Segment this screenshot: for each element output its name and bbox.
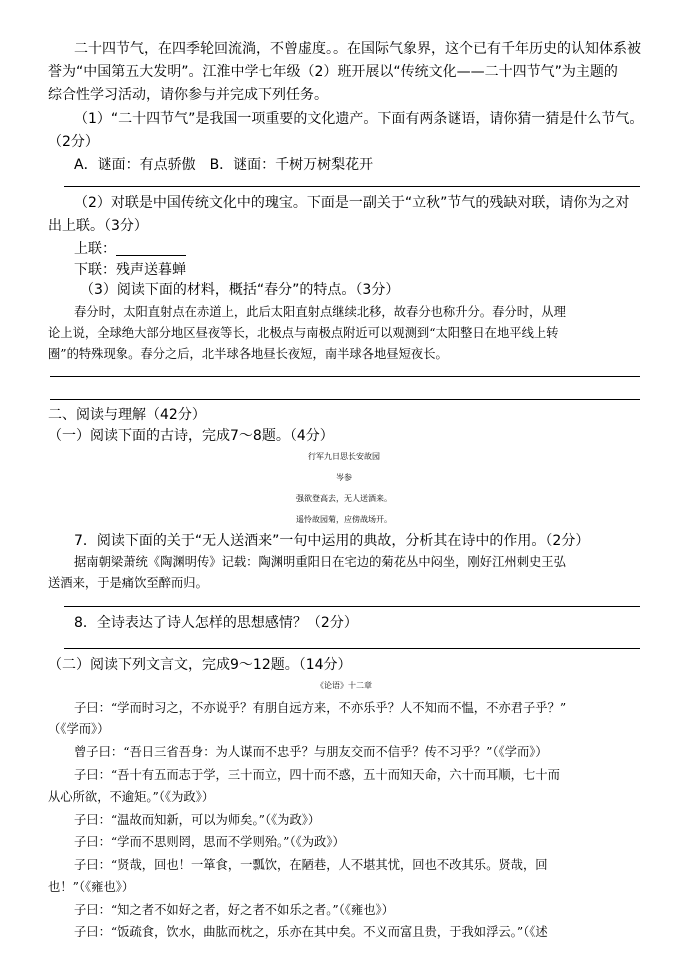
- analects-line: 从心所欲，不逾矩。”（《为政》）: [48, 790, 215, 804]
- analects-line: 子曰：“学而时习之，不亦说乎？有朋自远方来，不亦乐乎？人不知而不愠，不亦君子乎？”: [74, 701, 567, 715]
- classical-text-title: 《论语》十二章: [316, 681, 372, 690]
- q2-upper-couplet: [74, 238, 186, 260]
- poem-line-1: 强欲登高去，无人送酒来。: [296, 494, 392, 503]
- q2-lower-couplet: 下联：残声送暮蝉: [74, 262, 186, 278]
- q1-score: （2分）: [48, 134, 99, 150]
- poem-author: 岑参: [336, 473, 352, 482]
- analects-line: 也！”（《雍也》）: [48, 880, 135, 894]
- analects-line: 子曰：“学而不思则罔，思而不学则殆。”（《为政》）: [74, 835, 345, 849]
- intro-line-3: 综合性学习活动，请你参与并完成下列任务。: [48, 87, 328, 103]
- intro-line-2: 誉为“中国第五大发明”。江淮中学七年级（2）班开展以“传统文化——二十四节气”为主题的: [48, 64, 618, 80]
- q1-riddles: A．谜面：有点骄傲 B．谜面：千树万树梨花开: [74, 157, 374, 173]
- q3-material-line-1: 春分时，太阳直射点在赤道上，此后太阳直射点继续北移，故春分也称升分。春分时，从理: [74, 305, 566, 319]
- analects-line: （《学而》）: [48, 722, 110, 736]
- q8-prompt: 8．全诗表达了诗人怎样的思想感情？（2分）: [74, 615, 358, 631]
- upper-couplet-blank[interactable]: [116, 239, 186, 256]
- q7-answer-line[interactable]: [64, 606, 640, 607]
- q2-score: 出上联。（3分）: [48, 218, 148, 234]
- q7-material-line-1: 据南朝梁萧统《陶渊明传》记载：陶渊明重阳日在宅边的菊花丛中闷坐，刚好江州刺史王弘: [74, 555, 566, 569]
- analects-line: 子曰：“饭疏食，饮水，曲肱而枕之，乐亦在其中矣。不义而富且贵，于我如浮云。”（《述: [74, 925, 548, 939]
- analects-line: 子曰：“知之者不如好之者，好之者不如乐之者。”（《雍也》）: [74, 903, 394, 917]
- q1-answer-line[interactable]: [64, 186, 640, 187]
- q1-prompt: （1）“二十四节气”是我国一项重要的文化遗产。下面有两条谜语，请你猜一猜是什么节气。: [74, 111, 644, 127]
- q2-prompt: （2）对联是中国传统文化中的瑰宝。下面是一副关于“立秋”节气的残缺对联，请你为之对: [74, 195, 630, 211]
- poem-line-2: 遥怜故园菊，应傍战场开。: [296, 515, 392, 524]
- q8-answer-line[interactable]: [64, 648, 640, 649]
- analects-line: 曾子曰：“吾日三省吾身：为人谋而不忠乎？与朋友交而不信乎？传不习乎？”（《学而》）: [74, 745, 548, 759]
- q3-material-line-2: 论上说，全球绝大部分地区昼夜等长，北极点与南极点附近可以观测到“太阳整日在地平线上转: [48, 326, 559, 340]
- q7-material-line-2: 送酒来，于是痛饮至醉而归。: [48, 576, 208, 590]
- part-1-heading: （一）阅读下面的古诗，完成7～8题。（4分）: [48, 428, 334, 444]
- analects-line: 子曰：“贤哉，回也！一箪食，一瓢饮，在陋巷，人不堪其忧，回也不改其乐。贤哉，回: [74, 858, 548, 872]
- poem-title: 行军九日思长安故园: [308, 452, 380, 461]
- q3-prompt: （3）阅读下面的材料，概括“春分”的特点。（3分）: [80, 282, 400, 298]
- section-2-heading: 二、阅读与理解（42分）: [48, 407, 206, 423]
- q3-answer-line-2[interactable]: [50, 399, 640, 400]
- analects-line: 子曰：“吾十有五而志于学，三十而立，四十而不惑，五十而知天命，六十而耳顺，七十而: [74, 768, 560, 782]
- q3-answer-line-1[interactable]: [50, 376, 640, 377]
- q7-prompt: 7．阅读下面的关于“无人送酒来”一句中运用的典故，分析其在诗中的作用。（2分）: [74, 533, 590, 549]
- upper-couplet-label: 上联：: [74, 241, 116, 257]
- q3-material-line-3: 圈”的特殊现象。春分之后，北半球各地昼长夜短，南半球各地昼短夜长。: [48, 347, 448, 361]
- analects-line: 子曰：“温故而知新，可以为师矣。”（《为政》）: [74, 813, 321, 827]
- intro-line-1: 二十四节气，在四季轮回流淌，不曾虚度。。在国际气象界，这个已有千年历史的认知体系被: [74, 41, 641, 57]
- part-2-heading: （二）阅读下列文言文，完成9～12题。（14分）: [48, 657, 352, 673]
